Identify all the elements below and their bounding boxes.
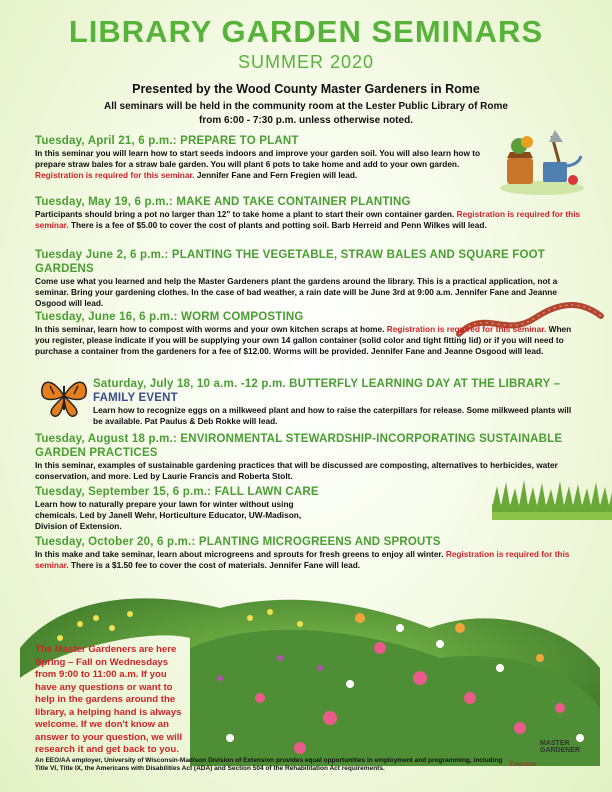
grass-icon [492, 478, 612, 520]
seminar-heading: Tuesday, August 18 p.m.: ENVIRONMENTAL STEWARDSHIP-INCORPORATING SUSTAINABLE GARDEN PRACTICES [35, 433, 563, 459]
seminar-may [35, 195, 585, 231]
seminar-text: Come use what you learned and help the Master Gardeners plant the gardens around the library. This is a practical application, not a seminar. Bring your gardening clothes. In the case of bad weather, a rain date will be June 3rd at 9:00 a.m. Jennifer Fane and Jeanne Osgood will lead. [35, 276, 558, 308]
seminar-text: In this seminar, examples of sustainable gardening practices that will be discussed are composting, alternatives to herbicides, water conservation, and more. Led by Laurie Francis and Roberta Stolt. [35, 460, 558, 481]
seminar-heading: Tuesday, September 15, 6 p.m.: FALL LAWN CARE [35, 486, 319, 498]
seminar-fee: There is a $1.50 fee to cover the cost of materials. Jennifer Fane will lead. [70, 559, 361, 570]
garden-tools-icon [497, 128, 587, 196]
seminar-text: Participants should bring a pot no larger than 12" to take home a plant to start their own container garden. [35, 209, 455, 219]
seminar-text: Learn how to naturally prepare your lawn for winter without using chemicals. Led by Janell Wehr, Horticulture Educator, UW-Madison, Division of Extension. [35, 499, 302, 531]
seminar-june-16 [35, 310, 585, 356]
registration-note: Registration is required for this seminar. [386, 324, 547, 334]
seminar-heading: Tuesday, June 16, 6 p.m.: WORM COMPOSTING [35, 311, 304, 323]
seminar-text: Learn how to recognize eggs on a milkweed plant and how to raise the caterpillars for release. Some milkweed plants will be available. Pat Paulus & Deb Rokke will lead. [93, 405, 572, 426]
seminar-text: In this seminar you will learn how to start seeds indoors and improve your garden soil. You will also learn how to prepare straw bales for a straw bale garden. You will plant 6 pots to take home and add to your own garden. [35, 148, 481, 169]
master-gardener-logo [540, 740, 604, 762]
seminar-heading: Saturday, July 18, 10 a.m. -12 p.m. BUTTERFLY LEARNING DAY AT THE LIBRARY – [93, 378, 561, 390]
seminar-september [35, 485, 335, 531]
seminar-leaders: Jennifer Fane and Fern Fregien will lead. [196, 169, 358, 180]
page-title: LIBRARY GARDEN SEMINARS [68, 14, 544, 49]
seminar-april [35, 134, 495, 180]
seminar-fee: There is a fee of $5.00 to cover the cost of plants and potting soil. Barb Herreid and Penn Wilkes will lead. [70, 219, 487, 230]
location-line-1: All seminars will be held in the community room at the Lester Public Library of Rome [104, 101, 508, 112]
presented-by: Presented by the Wood County Master Gardeners in Rome [132, 82, 480, 96]
master-gardener-logo-text: MASTER GARDENER [540, 740, 581, 754]
seminar-details: When you register, please indicate if you will be supplying your own 14 gallon container (solid color and tight fitting lid) or if you will need to purchase a container from the gardeners for a fee of $12.00. Worms will be provided. Jennifer Fane and Jeanne Osgood will lead. [35, 324, 572, 356]
seminar-heading-family: FAMILY EVENT [93, 392, 178, 404]
extension-logo [510, 762, 610, 790]
registration-note: Registration is required for this seminar. [35, 169, 195, 180]
registration-note: Registration is required for this seminar. [35, 549, 570, 570]
location-info [40, 100, 572, 128]
seminar-text: In this seminar, learn how to compost with worms and your own kitchen scraps at home. [35, 324, 385, 334]
seminar-august [35, 432, 585, 482]
page-subtitle: SUMMER 2020 [237, 52, 375, 72]
eeo-disclaimer: An EEO/AA employer, University of Wisconsin-Madison Division of Extension provides equal opportunities in employment and programming, including Title VI, Title IX, the Americans with Disabilities Act (ADA) and Section 504 of the Rehabilitation Act requirements. [35, 757, 503, 772]
seminar-text: In this make and take seminar, learn about microgreens and sprouts for fresh greens to enjoy all winter. [35, 549, 444, 559]
master-gardener-note: The Master Gardeners are here Spring – Fall on Wednesdays from 9:00 to 11:00 a.m. If you have any questions or want to help in the gardens around the library, a helping hand is always welcome. If we don't know an answer to your question, we will research it and get back to you. [35, 644, 183, 755]
seminar-heading: Tuesday, April 21, 6 p.m.: PREPARE TO PLANT [35, 135, 299, 147]
seminar-heading: Tuesday June 2, 6 p.m.: PLANTING THE VEGETABLE, STRAW BALES AND SQUARE FOOT GARDENS [35, 249, 545, 275]
registration-note: Registration is required for this seminar. [35, 209, 581, 230]
extension-logo-text: Extension [510, 762, 537, 768]
location-line-2: from 6:00 - 7:30 p.m. unless otherwise noted. [199, 115, 413, 126]
butterfly-icon [38, 374, 90, 418]
seminar-heading: Tuesday, May 19, 6 p.m.: MAKE AND TAKE CONTAINER PLANTING [35, 196, 411, 208]
seminar-heading: Tuesday, October 20, 6 p.m.: PLANTING MICROGREENS AND SPROUTS [35, 536, 441, 548]
seminar-october [35, 535, 585, 571]
seminar-july [93, 377, 583, 427]
